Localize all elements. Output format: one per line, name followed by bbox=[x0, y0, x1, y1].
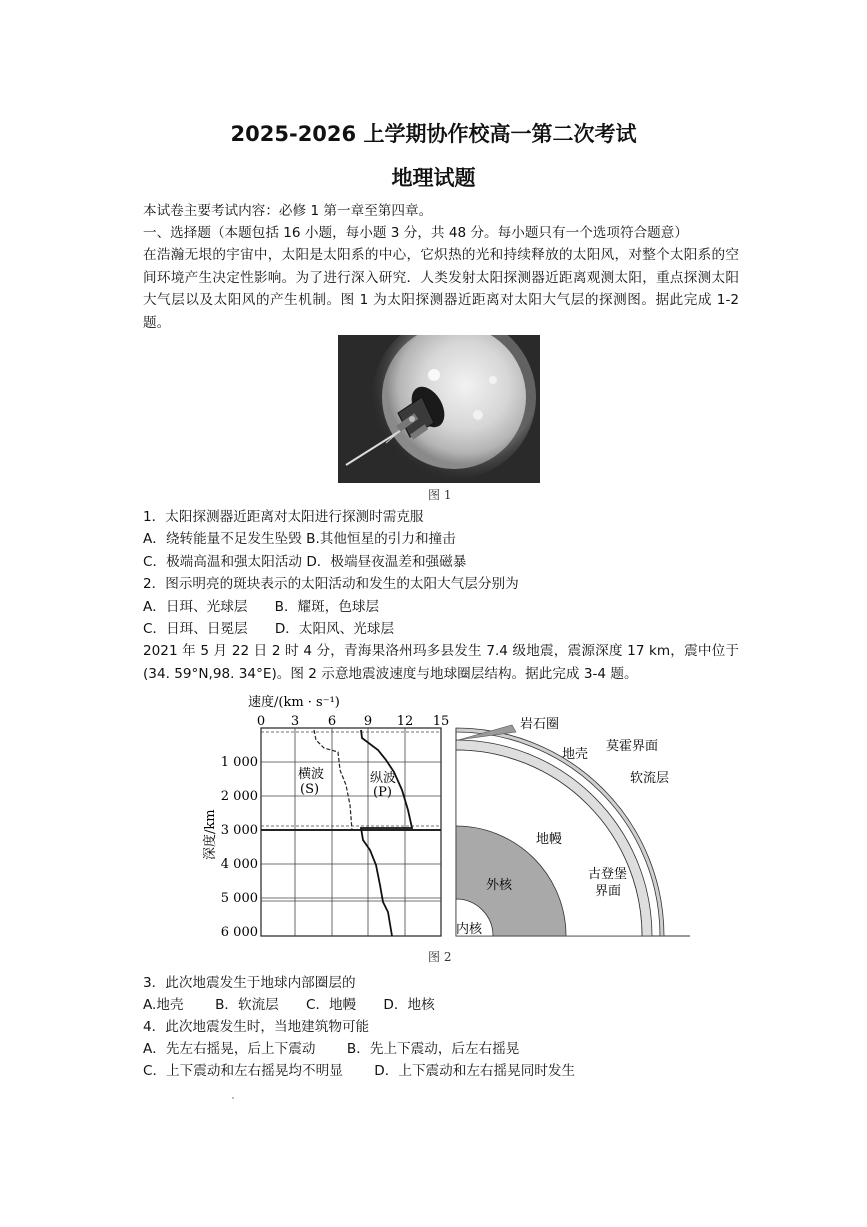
question-3-options: A.地壳 B．软流层 C．地幔 D．地核 bbox=[143, 997, 435, 1013]
exam-title: 2025-2026 上学期协作校高一第二次考试 bbox=[230, 122, 637, 146]
question-2-options-cd: C．日珥、日冕层 D．太阳风、光球层 bbox=[143, 621, 395, 637]
question-2-options-ab: A．日珥、光球层 B．耀斑，色球层 bbox=[143, 599, 380, 615]
mantle-label: 地幔 bbox=[536, 832, 563, 847]
question-1-stem: 1．太阳探测器近距离对太阳进行探测时需克服 bbox=[143, 509, 424, 525]
x-tick: 9 bbox=[363, 714, 373, 729]
y-tick: 5 000 bbox=[220, 891, 258, 906]
x-tick: 3 bbox=[290, 714, 300, 729]
lithosphere-label: 岩石圈 bbox=[520, 717, 560, 732]
y-tick: 6 000 bbox=[220, 925, 258, 940]
passage-1: 在浩瀚无垠的宇宙中，太阳是太阳系的中心，它炽热的光和持续释放的太阳风，对整个太阳系的空间环境产生决定性影响。为了进行深入研究．人类发射太阳探测器近距离观测太阳，重点探测太阳大气层以及太阳风的产生机制。图 1 为太阳探测器近距离对太阳大气层的探测图。据此完成 1-2 题。 bbox=[143, 247, 739, 332]
exam-scope: 本试卷主要考试内容：必修 1 第一章至第四章。 bbox=[143, 203, 433, 219]
outer-core-label: 外核 bbox=[486, 878, 513, 893]
question-4-stem: 4．此次地震发生时，当地建筑物可能 bbox=[143, 1019, 370, 1035]
seismic-wave-figure bbox=[190, 690, 690, 944]
question-3-stem: 3．此次地震发生于地球内部圈层的 bbox=[143, 975, 356, 991]
question-4-options-ab: A．先左右摇晃，后上下震动 B．先上下震动，后左右摇晃 bbox=[143, 1041, 520, 1057]
inner-core-label: 内核 bbox=[456, 922, 483, 937]
p-wave-label-sub: (P) bbox=[373, 785, 392, 800]
y-tick: 4 000 bbox=[220, 857, 258, 872]
question-1-options-ab: A．绕转能量不足发生坠毁 B.其他恒星的引力和撞击 bbox=[143, 531, 456, 547]
p-wave-curve bbox=[361, 730, 412, 936]
x-tick: 0 bbox=[256, 714, 266, 729]
s-wave-label-sub: (S) bbox=[300, 782, 320, 797]
figure-1-caption: 图 1 bbox=[428, 488, 452, 502]
question-1-options-cd: C．极端高温和强太阳活动 D．极端昼夜温差和强磁暴 bbox=[143, 554, 467, 570]
scan-speck bbox=[232, 1097, 234, 1099]
y-tick: 1 000 bbox=[220, 755, 258, 770]
question-4-options-cd: C．上下震动和左右摇晃均不明显 D．上下震动和左右摇晃同时发生 bbox=[143, 1063, 576, 1079]
y-axis-label: 深度/km bbox=[203, 809, 218, 860]
x-tick: 6 bbox=[327, 714, 337, 729]
moho-label: 莫霍界面 bbox=[606, 739, 659, 754]
gutenberg-label-sub: 界面 bbox=[595, 884, 622, 899]
x-axis-label: 速度/(km · s⁻¹) bbox=[248, 695, 340, 710]
y-tick: 2 000 bbox=[220, 789, 258, 804]
section-heading: 一、选择题（本题包括 16 小题，每小题 3 分，共 48 分。每小题只有一个选项符合题意） bbox=[143, 225, 688, 241]
y-tick: 3 000 bbox=[220, 823, 258, 838]
passage-2: 2021 年 5 月 22 日 2 时 4 分，青海果洛州玛多县发生 7.4 级地震，震源深度 17 km，震中位于(34. 59°N,98. 34°E)。图 2 示意地震波速度与地球圈层结构。据此完成 3-4 题。 bbox=[143, 643, 739, 682]
solar-probe-photo bbox=[338, 335, 540, 483]
s-wave-label: 横波 bbox=[298, 767, 325, 782]
x-tick: 15 bbox=[432, 714, 450, 729]
crust-label: 地壳 bbox=[562, 747, 589, 762]
p-wave-label: 纵波 bbox=[370, 771, 397, 786]
asthenosphere-label: 软流层 bbox=[630, 771, 670, 786]
figure-2-caption: 图 2 bbox=[428, 950, 452, 964]
gutenberg-label: 古登堡 bbox=[588, 867, 628, 882]
x-tick: 12 bbox=[396, 714, 414, 729]
subject-title: 地理试题 bbox=[391, 166, 476, 190]
question-2-stem: 2．图示明亮的斑块表示的太阳活动和发生的太阳大气层分别为 bbox=[143, 576, 519, 592]
